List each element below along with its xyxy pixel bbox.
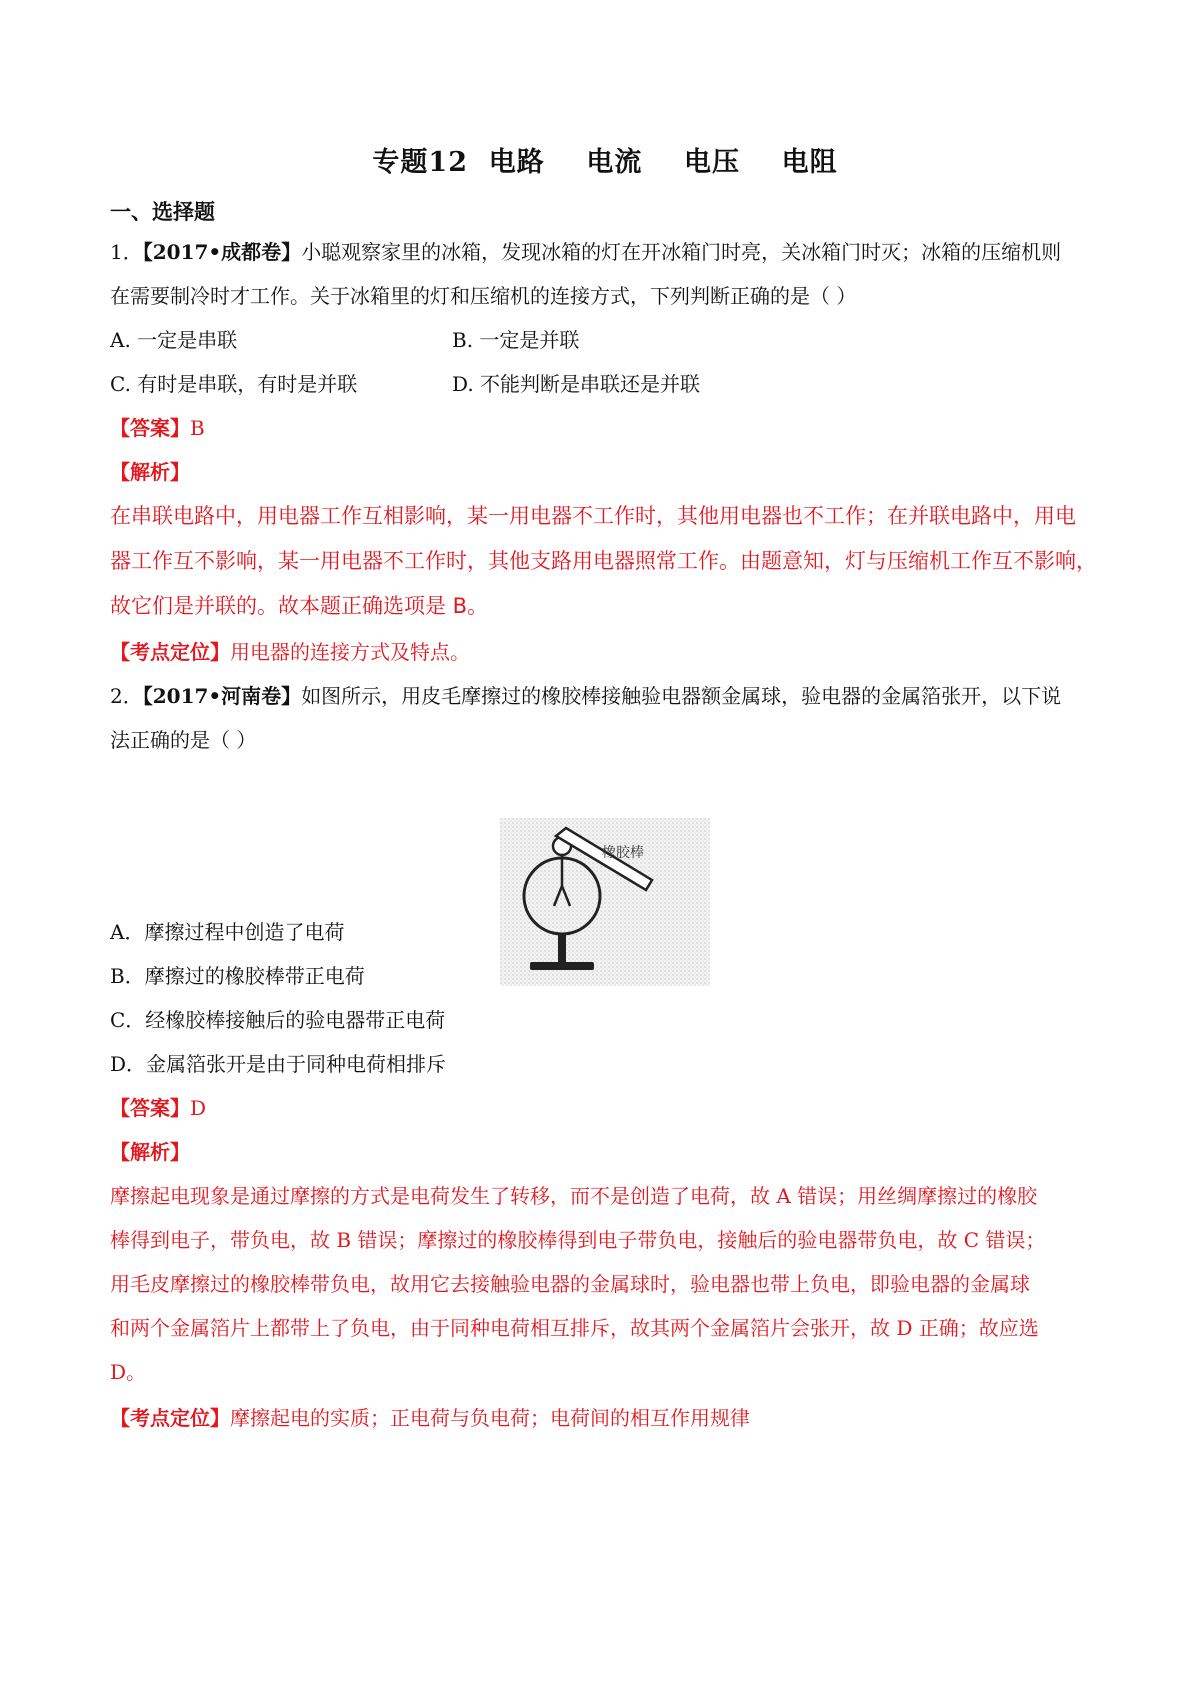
- q2-source: 【2017•河南卷】: [142, 684, 302, 708]
- q1-option-d: D. 不能判断是串联还是并联: [452, 372, 701, 396]
- q1-source: 【2017•成都卷】: [142, 240, 302, 264]
- q1-point-text: 用电器的连接方式及特点。: [230, 640, 470, 664]
- q2-option-c: C．经橡胶棒接触后的验电器带正电荷: [110, 1008, 446, 1032]
- q2-stem-line2: 法正确的是（ ）: [110, 728, 257, 752]
- q2-analysis-line2: 棒得到电子，带负电，故 B 错误；摩擦过的橡胶棒得到电子带负电，接触后的验电器带负电，故 C 错误；: [110, 1228, 1046, 1252]
- q1-analysis-line2: 器工作互不影响，某一用电器不工作时，其他支路用电器照常工作。由题意知，灯与压缩机工作互不影响，: [110, 549, 1097, 573]
- section-heading: 一、选择题: [110, 199, 215, 224]
- q2-analysis-label: 【解析】: [110, 1140, 190, 1164]
- q2-answer-label: 【答案】: [110, 1096, 190, 1120]
- q2-option-a: A．摩擦过程中创造了电荷: [110, 920, 345, 944]
- q1-number: 1．: [110, 240, 143, 264]
- q1-option-a: A. 一定是串联: [110, 328, 238, 352]
- q1-answer-label: 【答案】: [110, 416, 190, 440]
- q1-option-c: C. 有时是串联，有时是并联: [110, 372, 358, 396]
- q2-option-b: B．摩擦过的橡胶棒带正电荷: [110, 964, 365, 988]
- q2-analysis-line1: 摩擦起电现象是通过摩擦的方式是电荷发生了转移，而不是创造了电荷，故 A 错误；用丝绸摩擦过的橡胶: [110, 1184, 1038, 1208]
- q1-analysis-line1: 在串联电路中，用电器工作互相影响，某一用电器不工作时，其他用电器也不工作；在并联电路中，用电: [110, 504, 1076, 528]
- q2-answer: [110, 1094, 206, 1122]
- q2-answer-value: D: [190, 1096, 207, 1120]
- q1-answer-value: B: [190, 416, 205, 440]
- q1-answer: [110, 414, 205, 442]
- q1-point-label: 【考点定位】: [110, 640, 230, 664]
- q1-stem-line2: 在需要制冷时才工作。关于冰箱里的灯和压缩机的连接方式，下列判断正确的是（ ）: [110, 284, 857, 308]
- q2-stem-text1: 如图所示，用皮毛摩擦过的橡胶棒接触验电器额金属球，验电器的金属箔张开，以下说: [301, 684, 1062, 708]
- q2-point-text: 摩擦起电的实质；正电荷与负电荷；电荷间的相互作用规律: [230, 1406, 750, 1430]
- q2-point-label: 【考点定位】: [110, 1406, 230, 1430]
- page-title: 专题12 电路 电流 电压 电阻: [372, 147, 838, 178]
- q1-stem-text1: 小聪观察家里的冰箱，发现冰箱的灯在开冰箱门时亮，关冰箱门时灭；冰箱的压缩机则: [301, 240, 1062, 264]
- q2-number: 2．: [110, 684, 143, 708]
- q1-analysis-line3: 故它们是并联的。故本题正确选项是 B。: [110, 594, 489, 618]
- q2-analysis-line3: 用毛皮摩擦过的橡胶棒带负电，故用它去接触验电器的金属球时，验电器也带上负电，即验电器的金属球: [110, 1272, 1030, 1296]
- q2-knowledge-point: [110, 1404, 750, 1432]
- q2-option-d: D．金属箔张开是由于同种电荷相排斥: [110, 1052, 447, 1076]
- q1-option-b: B. 一定是并联: [452, 328, 580, 352]
- q2-analysis-line4: 和两个金属箔片上都带上了负电，由于同种电荷相互排斥，故其两个金属箔片会张开，故 D 正确；故应选: [110, 1316, 1039, 1340]
- q1-stem-line1: [110, 238, 1061, 266]
- rubber-rod-label: 橡胶棒: [602, 845, 644, 861]
- q1-analysis-label: 【解析】: [110, 460, 190, 484]
- q2-analysis-line5: D。: [110, 1360, 147, 1384]
- electroscope-figure: [500, 818, 710, 986]
- q2-stem-line1: [110, 682, 1061, 710]
- q1-knowledge-point: [110, 638, 470, 666]
